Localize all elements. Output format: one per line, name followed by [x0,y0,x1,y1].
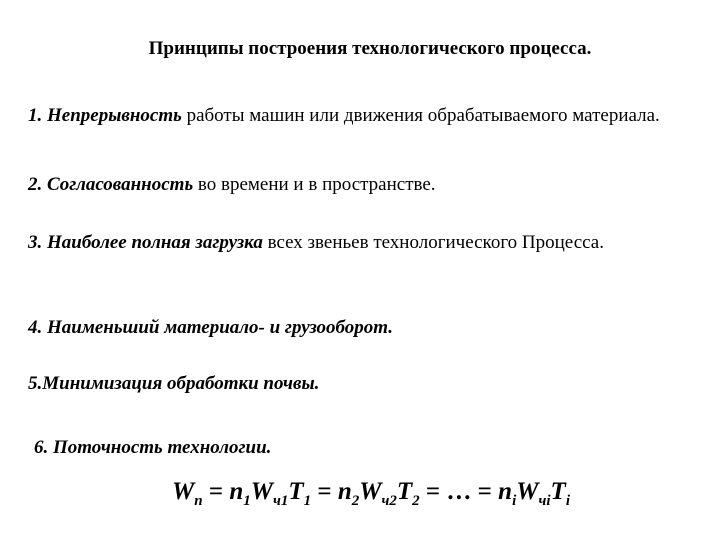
principle-item [28,371,714,396]
slide-title: Принципы построения технологического процесса. [148,38,592,59]
principle-item [34,435,720,460]
principle-lead: 3. Наиболее полная загрузка [28,232,263,253]
principle-lead: 4. Наименьший материало- и грузооборот. [28,317,394,338]
principle-text: во времени и в пространстве. [193,174,436,195]
principle-lead: 6. Поточность технологии. [34,437,272,458]
throughput-formula: $W_n = n_1W_{ч1}T_1 = n_2W_{ч2}T_2$ = … = $n_iW_{чi}T_i$ [172,478,570,509]
principle-item [28,230,714,255]
principle-item [28,315,714,340]
principle-lead: 2. Согласованность [28,174,194,195]
principle-item [28,103,714,128]
principle-text: работы машин или движения обрабатываемого материала. [181,105,660,126]
principle-text: всех звеньев технологического Процесса. [262,232,604,253]
principle-lead: 1. Непрерывность [28,105,182,126]
principle-item [28,172,714,197]
principle-lead: 5.Минимизация обработки почвы. [28,373,320,394]
